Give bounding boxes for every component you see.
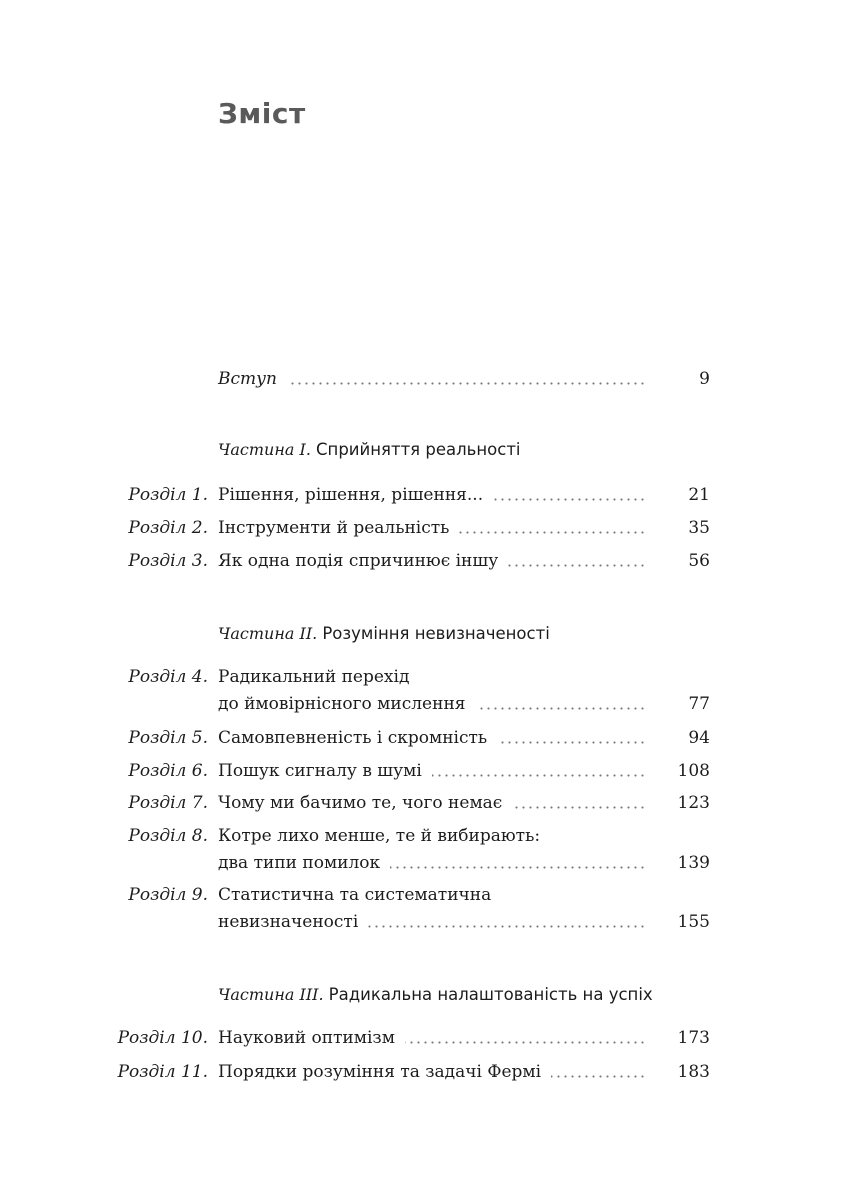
chapter-title: Порядки розуміння та задачі Фермі bbox=[218, 1059, 541, 1085]
dot-leader bbox=[551, 1075, 646, 1078]
chapter-number: Розділ 5. bbox=[128, 728, 208, 748]
chapter-number: Розділ 8. bbox=[128, 826, 208, 846]
chapter-title: Інструменти й реальність bbox=[218, 515, 449, 541]
toc-entry-chapter-8-cont[interactable] bbox=[0, 850, 848, 876]
chapter-number: Розділ 6. bbox=[128, 761, 208, 781]
toc-entry-chapter-3[interactable] bbox=[0, 548, 848, 574]
chapter-number: Розділ 9. bbox=[128, 885, 208, 905]
toc-entry-chapter-7[interactable] bbox=[0, 790, 848, 816]
chapter-title: Пошук сигналу в шумі bbox=[218, 758, 422, 784]
toc-entry-chapter-5[interactable] bbox=[0, 725, 848, 751]
part-heading-1 bbox=[218, 437, 521, 463]
chapter-title: Самовпевненість і скромність bbox=[218, 725, 487, 751]
part-heading-3 bbox=[218, 982, 653, 1008]
dot-leader bbox=[459, 531, 646, 534]
toc-entry-page: 9 bbox=[699, 369, 710, 389]
toc-entry-chapter-4[interactable] bbox=[0, 664, 848, 690]
part-label: Частина I. bbox=[218, 440, 311, 459]
chapter-number: Розділ 2. bbox=[128, 518, 208, 538]
dot-leader bbox=[405, 1041, 646, 1044]
chapter-page: 56 bbox=[688, 551, 710, 571]
toc-entry-chapter-9[interactable] bbox=[0, 882, 848, 908]
chapter-title-cont: невизначеності bbox=[218, 909, 358, 935]
dot-leader bbox=[432, 774, 646, 777]
dot-leader bbox=[390, 866, 646, 869]
toc-entry-chapter-6[interactable] bbox=[0, 758, 848, 784]
chapter-page: 77 bbox=[688, 694, 710, 714]
chapter-title: Науковий оптимізм bbox=[218, 1025, 395, 1051]
toc-entry-chapter-11[interactable] bbox=[0, 1059, 848, 1085]
part-label: Частина II. bbox=[218, 624, 318, 643]
dot-leader bbox=[493, 498, 646, 501]
chapter-title-cont: два типи помилок bbox=[218, 850, 380, 876]
chapter-title: Рішення, рішення, рішення... bbox=[218, 482, 483, 508]
part-name: Сприйняття реальності bbox=[316, 440, 521, 459]
toc-entry-chapter-1[interactable] bbox=[0, 482, 848, 508]
toc-entry-chapter-9-cont[interactable] bbox=[0, 909, 848, 935]
chapter-page: 21 bbox=[688, 485, 710, 505]
chapter-title: Котре лихо менше, те й вибирають: bbox=[218, 823, 540, 849]
dot-leader bbox=[368, 925, 646, 928]
dot-leader bbox=[476, 707, 646, 710]
chapter-title: Чому ми бачимо те, чого немає bbox=[218, 790, 502, 816]
part-name: Розуміння невизначеності bbox=[322, 624, 550, 643]
part-name: Радикальна налаштованість на успіх bbox=[328, 985, 653, 1004]
chapter-title: Як одна подія спричинює іншу bbox=[218, 548, 498, 574]
chapter-page: 155 bbox=[677, 912, 710, 932]
toc-entry-chapter-2[interactable] bbox=[0, 515, 848, 541]
chapter-title: Радикальний перехід bbox=[218, 664, 409, 690]
chapter-number: Розділ 1. bbox=[128, 485, 208, 505]
chapter-title: Статистична та систематична bbox=[218, 882, 491, 908]
chapter-number: Розділ 10. bbox=[117, 1028, 208, 1048]
toc-entry-title: Вступ bbox=[218, 366, 277, 392]
toc-entry-chapter-10[interactable] bbox=[0, 1025, 848, 1051]
toc-entry-chapter-4-cont[interactable] bbox=[0, 691, 848, 717]
chapter-page: 139 bbox=[677, 853, 710, 873]
toc-entry-intro[interactable] bbox=[0, 366, 848, 392]
page-title: Зміст bbox=[218, 97, 306, 130]
part-label: Частина III. bbox=[218, 985, 324, 1004]
dot-leader bbox=[497, 741, 646, 744]
chapter-number: Розділ 7. bbox=[128, 793, 208, 813]
toc-entry-chapter-8[interactable] bbox=[0, 823, 848, 849]
chapter-page: 173 bbox=[677, 1028, 710, 1048]
chapter-number: Розділ 4. bbox=[128, 667, 208, 687]
dot-leader bbox=[287, 382, 646, 385]
chapter-page: 35 bbox=[688, 518, 710, 538]
chapter-number: Розділ 11. bbox=[117, 1062, 208, 1082]
dot-leader bbox=[508, 564, 646, 567]
dot-leader bbox=[512, 806, 646, 809]
chapter-title-cont: до ймовірнісного мислення bbox=[218, 691, 466, 717]
chapter-page: 183 bbox=[677, 1062, 710, 1082]
chapter-number: Розділ 3. bbox=[128, 551, 208, 571]
chapter-page: 123 bbox=[677, 793, 710, 813]
chapter-page: 108 bbox=[677, 761, 710, 781]
part-heading-2 bbox=[218, 621, 550, 647]
chapter-page: 94 bbox=[688, 728, 710, 748]
